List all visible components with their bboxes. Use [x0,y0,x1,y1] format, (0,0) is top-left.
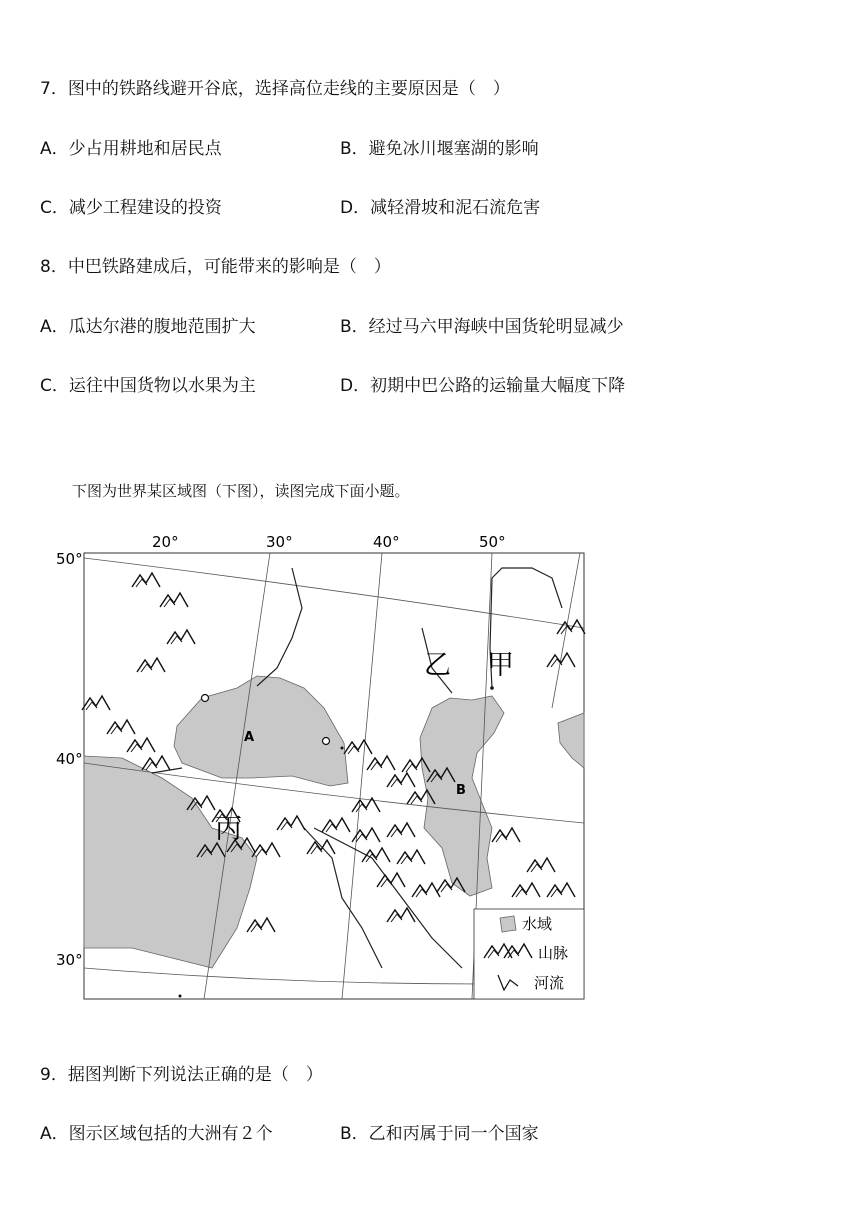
place-label-bing: 丙 [215,814,242,845]
lon-label-20: 20° [152,533,179,551]
lat-label-30: 30° [56,951,83,969]
legend-river-label: 河流 [534,974,565,992]
region-map [52,528,592,1008]
legend-water-label: 水域 [522,915,553,933]
q8-option-a[interactable]: A．瓜达尔港的腹地范围扩大 [40,317,256,337]
lon-label-50: 50° [479,533,506,551]
map-intro-text: 下图为世界某区域图（下图），读图完成下面小题。 [72,482,410,500]
q7-option-c[interactable]: C．减少工程建设的投资 [40,198,222,218]
lat-label-50: 50° [56,550,83,568]
place-label-a: A [244,730,255,745]
q7-option-b[interactable]: B．避免冰川堰塞湖的影响 [340,139,539,159]
lon-label-30: 30° [266,533,293,551]
q8-option-d[interactable]: D．初期中巴公路的运输量大幅度下降 [340,376,626,396]
legend-water-icon [500,916,516,932]
map-legend [474,909,584,999]
question-8-stem: 8．中巴铁路建成后，可能带来的影响是（ ） [40,257,391,277]
question-9-stem: 9．据图判断下列说法正确的是（ ） [40,1065,323,1085]
q8-option-c[interactable]: C．运往中国货物以水果为主 [40,376,256,396]
question-7-stem: 7．图中的铁路线避开谷底，选择高位走线的主要原因是（ ） [40,79,510,99]
place-label-jia: 甲 [487,650,514,681]
lat-label-40: 40° [56,750,83,768]
q7-option-d[interactable]: D．减轻滑坡和泥石流危害 [340,198,541,218]
q9-option-a[interactable]: A．图示区域包括的大洲有２个 [40,1124,273,1144]
q9-option-b[interactable]: B．乙和丙属于同一个国家 [340,1124,539,1144]
q7-option-a[interactable]: A．少占用耕地和居民点 [40,139,222,159]
place-label-yi: 乙 [424,650,451,681]
q8-option-b[interactable]: B．经过马六甲海峡中国货轮明显减少 [340,317,624,337]
legend-mountain-label: 山脉 [538,944,569,962]
lon-label-40: 40° [373,533,400,551]
place-label-b: B [456,783,466,798]
